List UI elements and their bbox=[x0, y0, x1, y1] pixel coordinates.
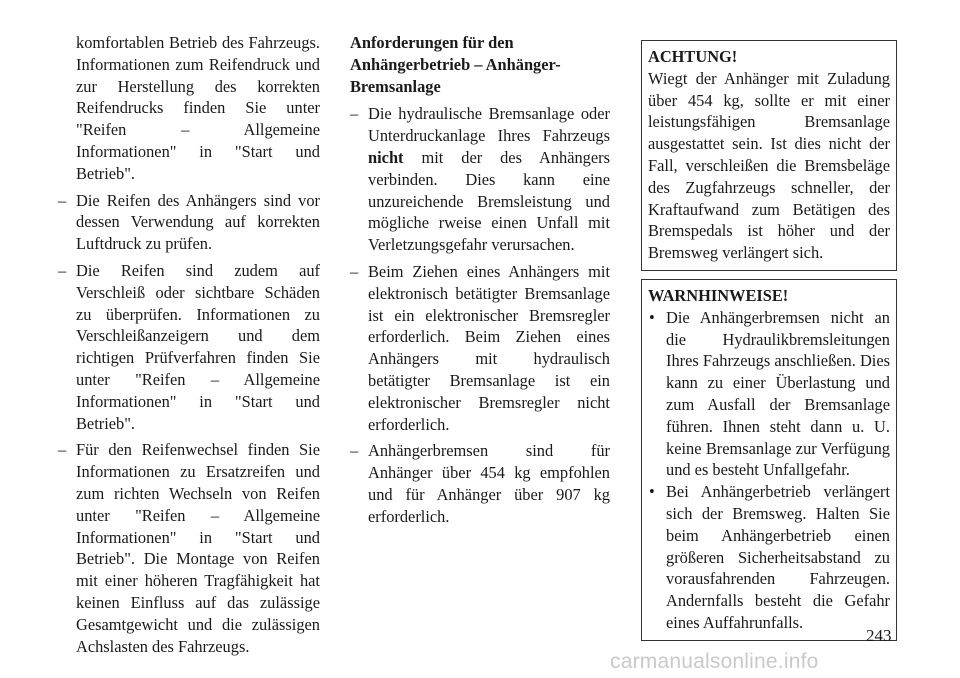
middle-column bbox=[350, 32, 610, 533]
caution-text: Wiegt der Anhänger mit Zuladung über 454 kg, sollte er mit einer leistungsfähigen Bremsanlage ausgestattet sein. Ist dies nicht der Fall, verschleißen die Bremsbeläge des Zugfahrzeugs schneller, der Kraftaufwand zum Betätigen des Bremspedals ist höher und der Bremsweg verlängert sich. bbox=[648, 68, 890, 263]
list-item-text: Die Reifen des Anhängers sind vor dessen Verwendung auf korrekten Luftdruck zu prüfen. bbox=[76, 190, 320, 254]
caution-title: ACHTUNG! bbox=[648, 47, 738, 66]
continuation-paragraph: komfortablen Betrieb des Fahrzeugs. Informationen zum Reifendruck und zur Herstellung des korrekten Reifendrucks finden Sie unter "Reifen – Allgemeine Informationen" in "Start und Betrieb". bbox=[76, 33, 320, 183]
list-item bbox=[350, 261, 610, 435]
caution-box bbox=[641, 40, 897, 271]
list-item bbox=[350, 440, 610, 527]
list-item-text: Die Reifen sind zudem auf Verschleiß oder sichtbare Schäden zu überprüfen. Informationen zu Verschleißanzeigern und dem richtigen Prüfverfahren finden Sie unter "Reifen – Allgemeine Informationen" in "Start und Betrieb". bbox=[76, 260, 320, 433]
dash-marker: – bbox=[350, 261, 359, 281]
left-column bbox=[58, 32, 320, 662]
dash-marker: – bbox=[350, 441, 359, 461]
warning-item-text: Die Anhängerbremsen nicht an die Hydraulikbremsleitungen Ihres Fahrzeugs anschließen. Dies kann zu einer Überlastung und zum Ausfall der Bremsanlage führen. Ihnen steht dann u. U. keine Bremsanlage zur Verfügung und es besteht Unfallgefahr. bbox=[666, 307, 890, 480]
list-item-text: Anhängerbremsen sind für Anhänger über 454 kg empfohlen und für Anhänger über 907 kg erforderlich. bbox=[368, 441, 610, 526]
warning-item-text: Bei Anhängerbetrieb verlängert sich der Bremsweg. Halten Sie beim Anhängerbetrieb einen größeren Sicherheitsabstand zu vorausfahrenden Fahrzeugen. Andernfalls besteht die Gefahr eines Auffahrunfalls. bbox=[666, 482, 890, 632]
section-heading: Anforderungen für den Anhängerbetrieb – Anhänger-Bremsanlage bbox=[350, 33, 561, 96]
emphasis-not: nicht bbox=[368, 147, 404, 167]
list-item-text: Für den Reifenwechsel finden Sie Informationen zu Ersatzreifen und zum richten Wechseln von Reifen unter "Reifen – Allgemeine Informationen" in "Start und Betrieb". Die Montage von Reifen mit einer höheren Tragfähigkeit hat keinen Einfluss auf das zulässige Gesamtgewicht und die zulässigen Achslasten des Fahrzeugs. bbox=[76, 440, 320, 656]
dash-marker: – bbox=[58, 260, 67, 280]
list-item-text: Beim Ziehen eines Anhängers mit elektronisch betätigter Bremsanlage ist ein elektronischer Bremsregler erforderlich. Beim Ziehen eines Anhängers mit hydraulisch betätigter Bremsanlage ist ein elektronischer Bremsregler nicht erforderlich. bbox=[368, 261, 610, 434]
dash-marker: – bbox=[58, 190, 67, 210]
list-item bbox=[58, 260, 320, 434]
bullet-marker: • bbox=[649, 307, 655, 327]
dash-marker: – bbox=[58, 440, 67, 460]
warning-item bbox=[648, 481, 890, 634]
warning-box bbox=[641, 279, 897, 641]
dash-marker: – bbox=[350, 104, 359, 124]
watermark: carmanualsonline.info bbox=[610, 650, 819, 673]
list-item-text-end: mit der des Anhängers verbinden. Dies kann eine unzureichende Bremsleistung und mögliche rweise einen Unfall mit Verletzungsgefahr verursachen. bbox=[368, 147, 610, 255]
list-item bbox=[58, 439, 320, 657]
warning-title: WARNHINWEISE! bbox=[648, 285, 789, 305]
list-item-text-start: Die hydraulische Bremsanlage oder Unterdruckanlage Ihres Fahrzeugs bbox=[368, 104, 610, 146]
warning-item bbox=[648, 307, 890, 481]
list-item bbox=[350, 103, 610, 256]
list-item bbox=[58, 190, 320, 255]
page-number: 243 bbox=[866, 626, 892, 645]
right-column bbox=[641, 40, 897, 649]
bullet-marker: • bbox=[649, 482, 655, 502]
